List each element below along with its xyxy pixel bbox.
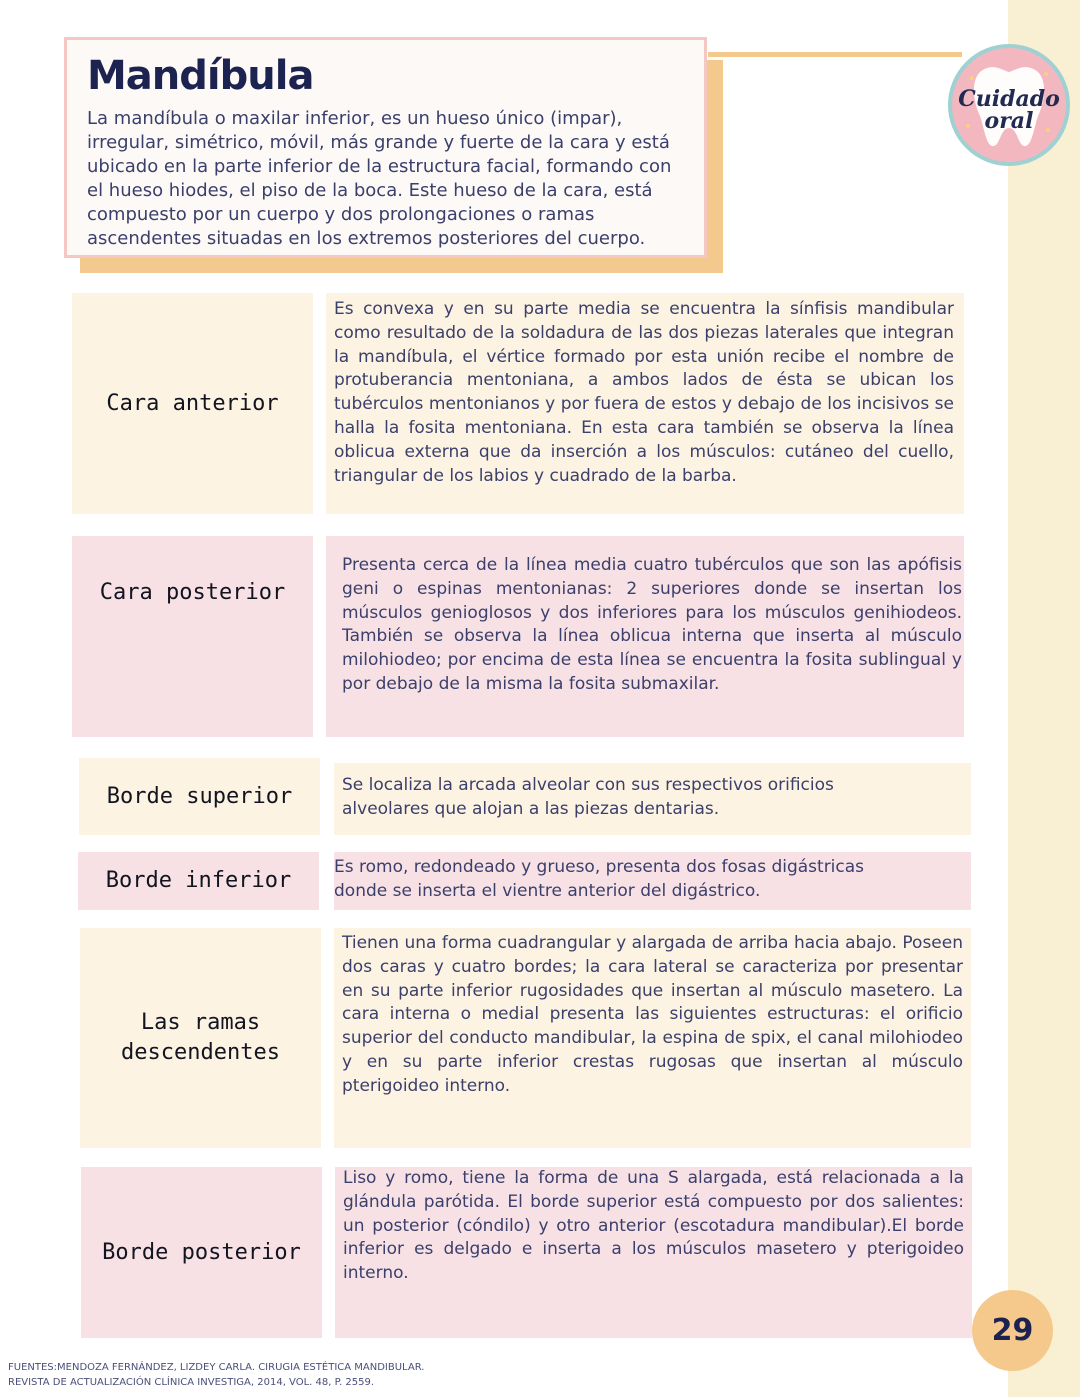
section-desc-text: Se localiza la arcada alveolar con sus respectivos orificios alveolares que alojan a las piezas dentarias. (342, 775, 834, 819)
section-label-text: Cara posterior (99, 580, 286, 605)
section-label-text: Borde posterior (102, 1239, 301, 1265)
intro-paragraph: La mandíbula o maxilar inferior, es un hueso único (impar), irregular, simétrico, móvil, más grande y fuerte de la cara y está ubicado en la parte inferior de la estructura facial, formando con el hueso hiodes, el piso de la boca. Este hueso de la cara, está compuesto por un cuerpo y dos prolongaciones o ramas ascendentes situadas en los extremos posteriores del cuerpo. (87, 108, 672, 249)
section-desc-cara-anterior (326, 293, 964, 514)
section-desc-ramas-descendentes (334, 928, 971, 1148)
section-label-cara-anterior (72, 293, 313, 514)
footer-line-2: REVISTA DE ACTUALIZACIÓN CLÍNICA INVESTIGA, 2014, VOL. 48, P. 2559. (8, 1377, 375, 1388)
section-desc-borde-posterior (335, 1167, 972, 1338)
page-number: 29 (972, 1290, 1053, 1371)
logo-text-line1: Cuidado (958, 86, 1060, 112)
section-desc-borde-inferior (334, 852, 971, 910)
section-label-text: Borde superior (106, 783, 293, 809)
logo-text-line2: oral (984, 108, 1034, 134)
page-title: Mandíbula (87, 53, 314, 99)
section-desc-text: Tienen una forma cuadrangular y alargada de arriba hacia abajo. Poseen dos caras y cuatro bordes; la cara lateral se caracteriza por presentar en su parte inferior rugosidades que insertan al músculo masetero. La cara interna o medial presenta las siguientes estructuras: el orificio superior del conducto mandibular, la espina de spix, el canal milohiodeo y en su parte inferior crestas rugosas que insertan al músculo pterigoideo interno. (342, 933, 963, 1096)
section-label-text: Borde inferior (105, 868, 292, 893)
section-label-text: Las ramas descendentes (121, 1010, 280, 1065)
footer-line-1: FUENTES:MENDOZA FERNÁNDEZ, LIZDEY CARLA. CIRUGIA ESTÉTICA MANDIBULAR. (8, 1362, 425, 1373)
section-desc-cara-posterior (326, 536, 964, 737)
section-label-borde-posterior (81, 1167, 322, 1338)
cuidado-oral-logo (948, 44, 1070, 166)
section-label-borde-inferior (78, 852, 319, 910)
section-label-borde-superior (79, 758, 320, 835)
section-desc-text: Liso y romo, tiene la forma de una S alargada, está relacionada a la glándula parótida. El borde superior está compuesto por dos salientes: un posterior (cóndilo) y otro anterior (escotadura mandibular).El borde inferior es delgado e inserta a los músculos masetero y pterigoideo interno. (343, 1168, 964, 1284)
section-desc-borde-superior (334, 763, 971, 835)
section-label-ramas-descendentes (80, 928, 321, 1148)
section-desc-text: Presenta cerca de la línea media cuatro tubérculos que son las apófisis geni o espinas mentonianas: 2 superiores donde se insertan los músculos genioglosos y dos inferiores para los músculos genihiodeos. También se observa la línea oblicua interna que inserta al músculo milohiodeo; por encima de esta línea se encuentra la fosita sublingual y por debajo de la misma la fosita submaxilar. (342, 555, 962, 694)
section-desc-text: Es romo, redondeado y grueso, presenta dos fosas digástricas donde se inserta el vientre anterior del digástrico. (334, 857, 865, 901)
header-accent-line (708, 52, 962, 57)
section-label-cara-posterior (72, 536, 313, 737)
right-sidebar-strip (1008, 0, 1080, 1397)
section-label-text: Cara anterior (106, 390, 279, 416)
intro-card (64, 37, 707, 258)
footer-sources (8, 1360, 424, 1390)
section-desc-text: Es convexa y en su parte media se encuentra la sínfisis mandibular como resultado de la soldadura de las dos piezas laterales que integran la mandíbula, el vértice formado por esta unión recibe el nombre de protuberancia mentoniana, a ambos lados de ésta se ubican los tubérculos mentonianos y por fuera de estos y debajo de los incisivos se halla la fosita mentoniana. En esta cara también se observa la línea oblicua externa que da inserción a los músculos: cutáneo del cuello, triangular de los labios y cuadrado de la barba. (334, 299, 954, 486)
